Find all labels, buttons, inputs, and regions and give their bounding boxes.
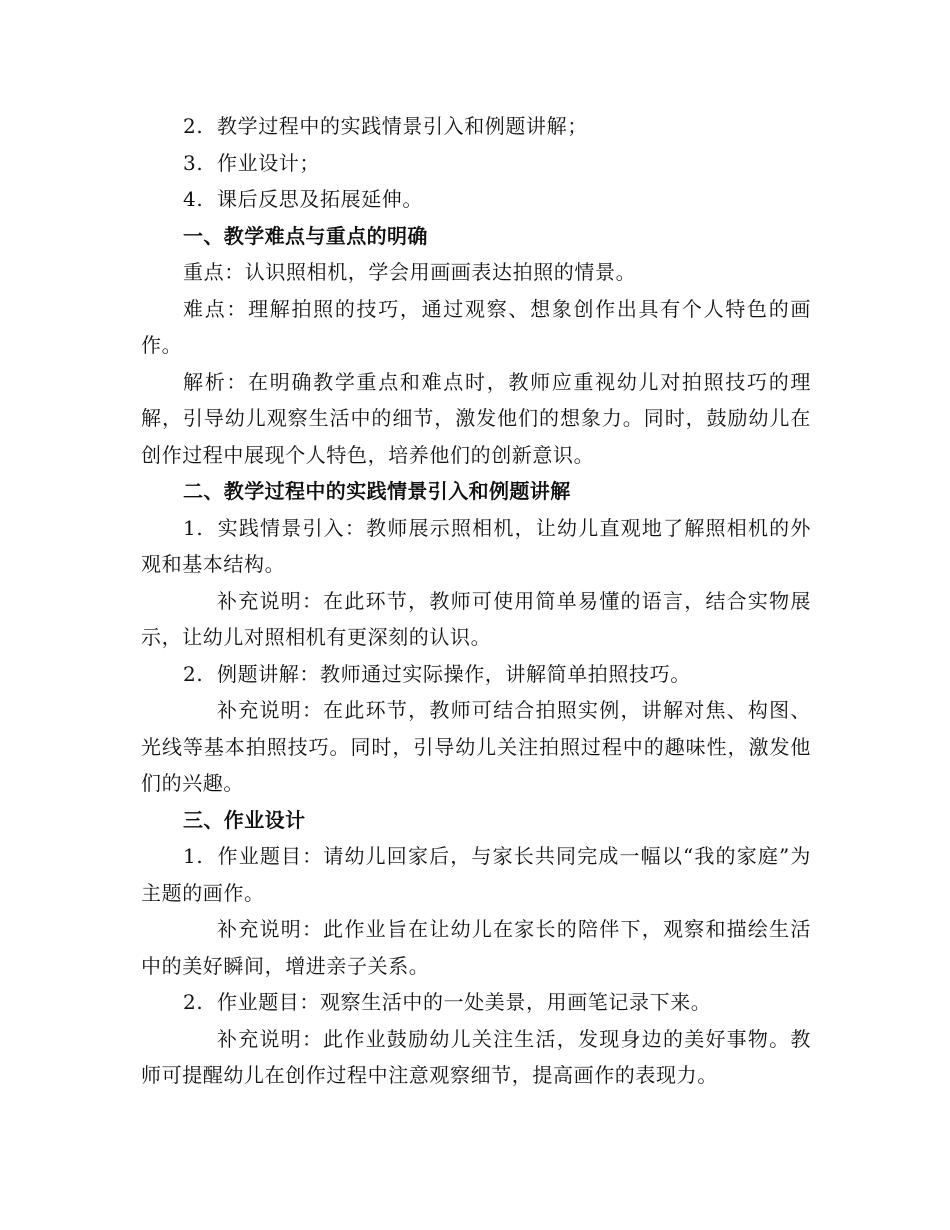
outline-item-number: 2.: [183, 114, 204, 138]
outline-item-4: [141, 181, 811, 218]
section3-item-2: [141, 984, 811, 1021]
outline-item-3: [141, 145, 811, 182]
section-heading-1: 一、教学难点与重点的明确: [183, 223, 428, 248]
outline-item-number: 3.: [183, 150, 204, 175]
difficulty-paragraph: 难点：理解拍照的技巧，通过观察、想象创作出具有个人特色的画作。: [141, 296, 811, 357]
list-item-text: 例题讲解：教师通过实际操作，讲解简单拍照技巧。: [217, 661, 691, 686]
outline-item-text: 作业设计；: [217, 150, 320, 175]
analysis-paragraph: 解析：在明确教学重点和难点时，教师应重视幼儿对拍照技巧的理解，引导幼儿观察生活中的细节，激发他们的想象力。同时，鼓励幼儿在创作过程中展现个人特色，培养他们的创新意识。: [141, 369, 811, 467]
list-item-number: 1.: [183, 515, 204, 540]
document-body: [141, 108, 811, 1094]
section2-item-1-note: 补充说明：在此环节，教师可使用简单易懂的语言，结合实物展示，让幼儿对照相机有更深刻的认识。: [141, 588, 811, 649]
list-item-number: 2.: [183, 990, 204, 1014]
list-item-text: 作业题目：观察生活中的一处美景，用画笔记录下来。: [217, 990, 712, 1014]
list-item-number: 2.: [183, 661, 204, 686]
outline-item-text: 课后反思及拓展延伸。: [217, 187, 423, 211]
section2-item-2: [141, 656, 811, 693]
outline-item-2: [141, 108, 811, 145]
list-item-text: 作业题目：请幼儿回家后，与家长共同完成一幅以“我的家庭”为主题的画作。: [141, 844, 811, 905]
section-heading-2: 二、教学过程中的实践情景引入和例题讲解: [183, 479, 571, 503]
outline-item-number: 4.: [183, 187, 204, 211]
section3-item-1: [141, 838, 811, 911]
section2-item-2-note: 补充说明：在此环节，教师可结合拍照实例，讲解对焦、构图、光线等基本拍照技巧。同时，引导幼儿关注拍照过程中的趣味性，激发他们的兴趣。: [141, 698, 811, 795]
list-item-text: 实践情景引入：教师展示照相机，让幼儿直观地了解照相机的外观和基本结构。: [141, 515, 811, 576]
key-point-paragraph: 重点：认识照相机，学会用画画表达拍照的情景。: [183, 260, 637, 284]
section3-item-2-note: 补充说明：此作业鼓励幼儿关注生活，发现身边的美好事物。教师可提醒幼儿在创作过程中注意观察细节，提高画作的表现力。: [141, 1026, 811, 1087]
section-heading-3: 三、作业设计: [183, 807, 306, 832]
outline-item-text: 教学过程中的实践情景引入和例题讲解；: [217, 114, 588, 138]
list-item-number: 1.: [183, 844, 204, 868]
section2-item-1: [141, 510, 811, 583]
section3-item-1-note: 补充说明：此作业旨在让幼儿在家长的陪伴下，观察和描绘生活中的美好瞬间，增进亲子关系。: [141, 917, 811, 978]
